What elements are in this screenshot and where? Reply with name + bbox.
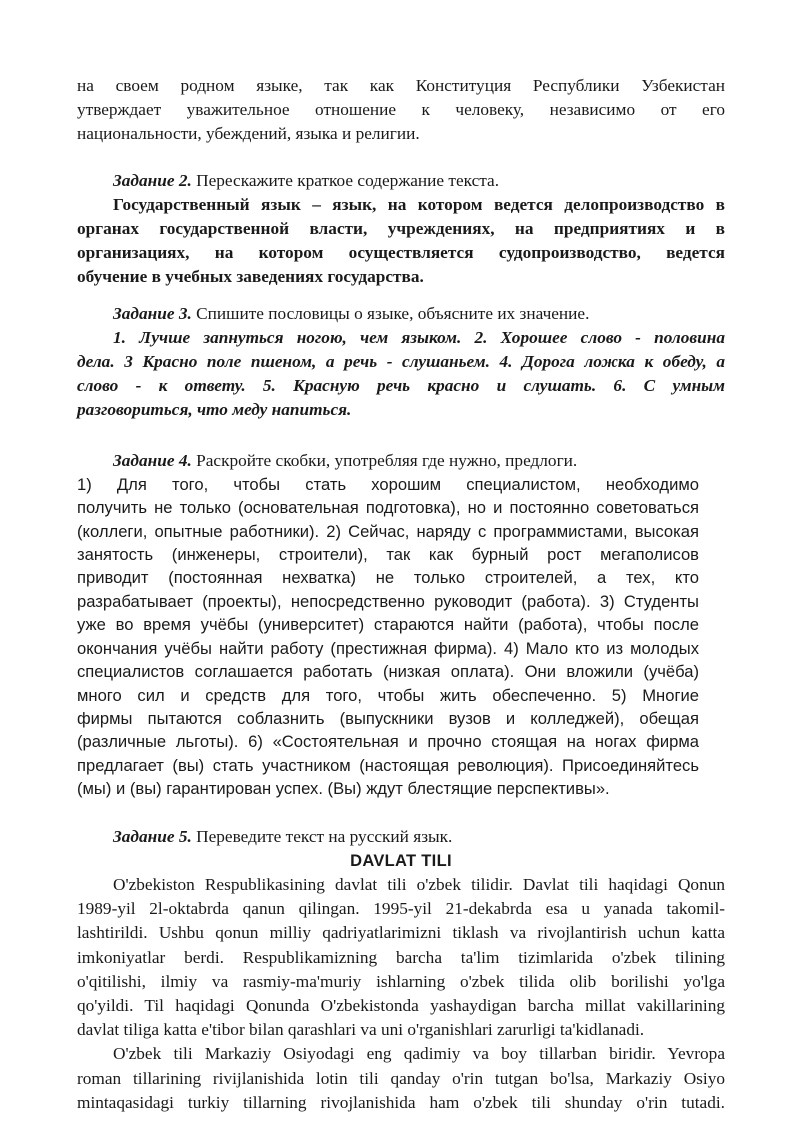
task-3	[77, 302, 725, 423]
proverb-line: дела. 3 Красно поле пшеном, а речь - слушаньем. 4. Дорога ложка к обеду, а	[77, 352, 725, 372]
text-line: органах государственной власти, учреждениях, на предприятиях и в	[77, 219, 725, 239]
text-line: приводит (постоянная нехватка) не только строителей, а тех, кто	[77, 568, 699, 588]
task-label: Задание 3.	[113, 303, 192, 323]
text-line: окончания учёбы найти работу (престижная фирма). 4) Мало кто из молодых	[77, 638, 699, 658]
text-line: (различные льготы). 6) «Состоятельная и прочно стоящая на ногах фирма	[77, 732, 699, 752]
text-line: mintaqasidagi turkiy tillarning rivojlanishida ham o'zbek tili shunday o'rin tutadi.	[77, 1092, 725, 1112]
text-line: разрабатывает (проекты), непосредственно руководит (работа). 3) Студенты	[77, 591, 699, 611]
text-line: получить не только (основательная подготовка), но и постоянно советоваться	[77, 498, 699, 518]
text-line: 1) Для того, чтобы стать хорошим специалистом, необходимо	[77, 474, 699, 494]
text-line: Государственный язык – язык, на котором ведется делопроизводство в	[113, 194, 725, 214]
task-heading	[77, 825, 725, 849]
text-line: национальности, убеждений, языка и религии.	[77, 124, 420, 144]
spacer	[77, 801, 725, 825]
text-line: фирмы пытаются соблазнить (выпускники вузов и колледжей), обещая	[77, 708, 699, 728]
text-line: предлагает (вы) стать участником (настоящая революция). Присоединяйтесь	[77, 755, 699, 775]
spacer	[77, 290, 725, 302]
spacer	[77, 147, 725, 169]
intro-paragraph	[77, 74, 725, 147]
text-line: утверждает уважительное отношение к человеку, независимо от его	[77, 100, 725, 120]
text-line: (коллеги, опытные работники). 2) Сейчас, наряду с программистами, высокая	[77, 521, 699, 541]
text-line: 1989-yil 2l-oktabrda qanun qilingan. 1995-yil 21-dekabrda esa u yanada takomil-	[77, 899, 725, 919]
proverb-line: 1. Лучше запнуться ногою, чем языком. 2. Хорошее слово - половина	[113, 327, 725, 347]
task-instruction: Спишите пословицы о языке, объясните их значение.	[191, 303, 590, 323]
spacer	[77, 423, 725, 449]
text-line: на своем родном языке, так как Конституция Республики Узбекистан	[77, 76, 725, 95]
text-line: много сил и средств для того, чтобы жить обеспеченно. 5) Многие	[77, 685, 699, 705]
paragraph-1	[77, 873, 725, 1042]
task-heading	[77, 449, 725, 473]
task-heading	[77, 302, 725, 326]
text-line: lashtirildi. Ushbu qonun milliy qadriyatlarimizni tiklash va rivojlantirish uchun katta	[77, 923, 725, 943]
task-heading	[77, 169, 725, 193]
task-4	[77, 449, 725, 801]
task-2	[77, 169, 725, 290]
text-line: qo'yildi. Til haqidagi Qonunda O'zbekistonda yashaydigan barcha millat vakillarining	[77, 995, 725, 1015]
text-line: O'zbek tili Markaziy Osiyodagi eng qadimiy va boy tillarban biridir. Yevropa	[113, 1044, 725, 1064]
text-line: imkoniyatlar berdi. Respublikamizning barcha ta'lim tizimlarida o'zbek tilining	[77, 947, 725, 967]
task-instruction: Переведите текст на русский язык.	[191, 826, 453, 846]
document-page	[77, 74, 725, 1115]
text-line: специалистов соглашается работать (низкая оплата). Они вложили (учёба)	[77, 662, 699, 682]
text-line: roman tillarining rivijlanishida lotin tili qanday o'rin tutgan bo'lsa, Markaziy Osiyo	[77, 1068, 725, 1088]
task-instruction: Раскройте скобки, употребляя где нужно, предлоги.	[191, 450, 578, 470]
proverb-line: слово - к ответу. 5. Красную речь красно и слушать. 6. С умным	[77, 376, 725, 396]
task-label: Задание 4.	[113, 450, 192, 470]
text-line: обучение в учебных заведениях государства.	[77, 267, 424, 287]
text-line: O'zbekiston Respublikasining davlat tili o'zbek tilidir. Davlat tili haqidagi Qonun	[113, 874, 725, 894]
task-5	[77, 825, 725, 1115]
text-line: (мы) и (вы) гарантирован успех. (Вы) ждут блестящие перспективы».	[77, 779, 610, 799]
text-line: занятость (инженеры, строители), так как бурный рост мегаполисов	[77, 545, 699, 565]
text-title: DAVLAT TILI	[350, 851, 452, 870]
paragraph-2	[77, 1042, 725, 1115]
task-label: Задание 2.	[113, 170, 192, 190]
text-line: davlat tiliga katta e'tibor bilan qarashlari va uni o'rganishlari zarurligi ta'kidlanadi.	[77, 1020, 645, 1040]
task-label: Задание 5.	[113, 826, 192, 846]
task-4-text	[77, 473, 699, 801]
text-line: уже во время учёбы (университет) стараются найти (работа), чтобы после	[77, 615, 699, 635]
task-instruction: Перескажите краткое содержание текста.	[191, 170, 500, 190]
proverb-line: разговориться, что меду напиться.	[77, 400, 352, 420]
text-line: организациях, на котором осуществляется судопроизводство, ведется	[77, 243, 725, 263]
text-line: o'qitilishi, ilmiy va rasmiy-ma'muriy ishlarning o'zbek tilida olib borilishi yo'lga	[77, 971, 725, 991]
